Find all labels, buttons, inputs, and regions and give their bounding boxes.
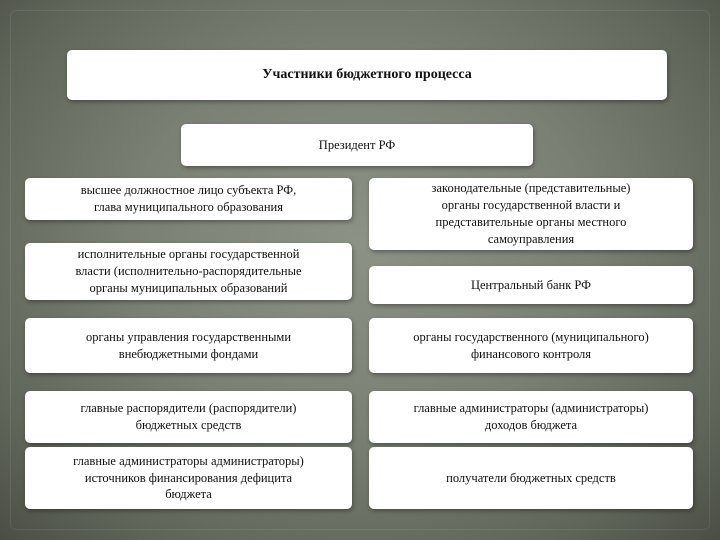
right-box-2 [369, 266, 693, 304]
diagram-title: Участники бюджетного процесса [262, 66, 472, 82]
left-box-5-label: главные администраторы администраторы) источников финансирования дефицита бюджета [73, 453, 304, 502]
left-box-4 [25, 391, 352, 443]
right-box-1 [369, 178, 693, 250]
right-box-3 [369, 318, 693, 373]
president-label: Президент РФ [318, 137, 396, 152]
right-box-5-label: получатели бюджетных средств [446, 470, 616, 485]
left-box-1 [25, 178, 352, 220]
left-box-3 [25, 318, 352, 373]
right-box-4 [369, 391, 693, 443]
president-box [181, 124, 533, 166]
right-box-2-label: Центральный банк РФ [470, 277, 592, 292]
diagram-title-box [67, 50, 667, 100]
left-box-1-label: высшее должностное лицо субъекта РФ, глава муниципального образования [80, 183, 297, 214]
left-box-2-label: исполнительные органы государственной власти (исполнительно-распорядительные органы муниципальных образований [75, 247, 302, 295]
right-box-4-label: главные администраторы (администраторы) доходов бюджета [413, 401, 649, 432]
right-box-5 [369, 447, 693, 509]
right-box-3-label: органы государственного (муниципального) финансового контроля [413, 329, 649, 361]
left-box-3-label: органы управления государственными внебюджетными фондами [85, 329, 292, 361]
left-box-2 [25, 243, 352, 300]
left-box-5 [25, 447, 352, 509]
right-box-1-label: законодательные (представительные) органы государственной власти и представительные органы местного самоуправления [431, 181, 631, 246]
left-box-4-label: главные распорядители (распорядители) бюджетных средств [80, 401, 297, 432]
